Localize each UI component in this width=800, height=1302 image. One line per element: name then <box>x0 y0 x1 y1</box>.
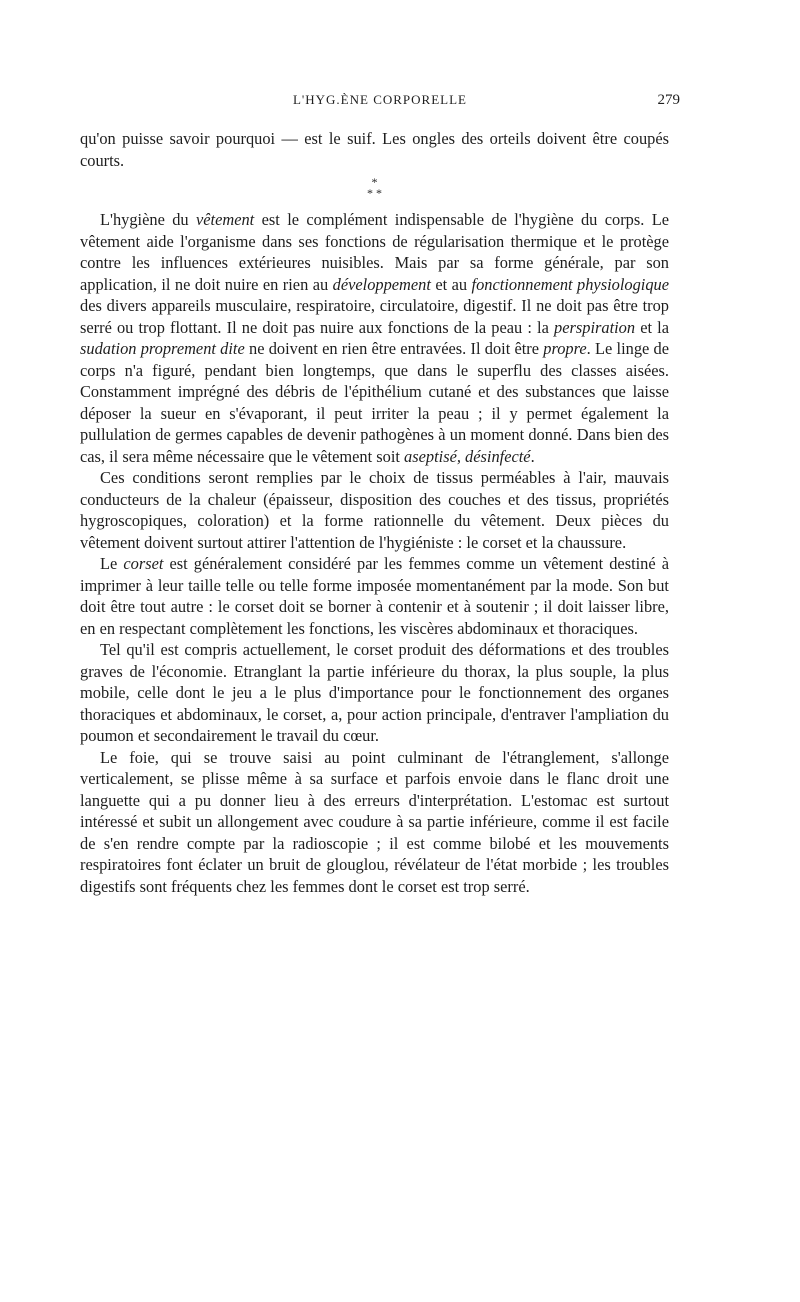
paragraph-deformations: Tel qu'il est compris actuellement, le corset produit des déformations et des troubles graves de l'économie. Etranglant la partie inférieure du thorax, la plus souple, la plus mobile, celle dont le jeu a le plus d'importance pour le fonctionnement des organes thoraciques et abdominaux, le corset, a, pour action principale, d'entraver l'ampliation du poumon et secondairement le travail du cœur. <box>80 640 669 745</box>
italic-term: aseptisé, désinfecté <box>404 446 531 466</box>
italic-term: sudation proprement dite <box>80 339 245 358</box>
paragraph-foie: Le foie, qui se trouve saisi au point culminant de l'étranglement, s'allonge verticalement, se plisse même à sa surface et parfois envoie dans le flanc droit une languette qui a pu donner lieu à des erreurs d'interprétation. L'estomac est surtout intéressé et subit un allongement avec coudure à sa partie inférieure, comme il est facile de s'en rendre compte par la radioscopie ; il est comme bilobé et les mouvements respiratoires font éclater un bruit de glouglou, révélateur de l'état morbide ; les troubles digestifs sont fréquents chez les femmes dont le corset est trop serré. <box>80 747 669 896</box>
asterism-top: * <box>371 175 378 189</box>
paragraph-conditions: Ces conditions seront remplies par le choix de tissus perméables à l'air, mauvais conducteurs de la chaleur (épaisseur, disposition des couches et des tissus, propriétés hygroscopiques, coloration) et la forme rationnelle du vêtement. Deux pièces du vêtement doivent surtout attirer l'attention de l'hygiéniste : le corset et la chaussure. <box>80 468 669 552</box>
text-run: et au <box>430 274 472 294</box>
text-run: . Le linge de corps n'a figuré, pendant bien longtemps, que dans le superflu des classes aisées. Constamment imprégné des débris de l'épithélium cutané et des substances que laisse déposer la sueur en s'évaporant, il peut irriter la peau ; il y permet également la pullulation de germes capables de devenir pathogènes à un moment donné. Dans bien des cas, il sera même nécessaire que le vêtement soit <box>80 339 669 466</box>
italic-term: fonctionnement physiologique <box>471 274 669 294</box>
paragraph-vetement <box>80 209 669 467</box>
text-run: Le <box>100 554 124 573</box>
text-run: . <box>530 446 535 466</box>
paragraph-corset <box>80 553 669 639</box>
text-run: ne doivent en rien être entravées. Il doit être <box>244 339 544 358</box>
page-header <box>80 92 680 116</box>
italic-term: vêtement <box>196 210 255 229</box>
text-run: est le complément indispensable de l'hygiène du corps. Le vêtement aide l'organisme dans ses fonctions de régularisation thermique et le protège contre les influences extérieures nuisibles. Mais par sa forme générale, par son application, il ne doit nuire en rien au <box>80 210 670 294</box>
asterism-bottom: * * <box>367 186 382 200</box>
running-title: L'HYG.ÈNE CORPORELLE <box>292 92 467 107</box>
italic-term: corset <box>123 554 164 573</box>
italic-term: perspiration <box>554 317 636 337</box>
text-run: L'hygiène du <box>100 210 196 229</box>
text-run: est généralement considéré par les femmes comme un vêtement destiné à imprimer à leur taille telle ou telle forme imposée momentanément par la mode. Son but doit être tout autre : le corset doit se borner à contenir et à soutenir ; il doit laisser libre, en en respectant complètement les fonctions, les viscères abdominaux et thoraciques. <box>80 554 669 638</box>
italic-term: propre <box>543 339 587 358</box>
text-run: et la <box>635 317 670 337</box>
italic-term: développement <box>332 274 431 294</box>
section-asterism <box>80 177 669 199</box>
page-number: 279 <box>657 92 680 108</box>
body-text <box>80 128 669 897</box>
paragraph-continuation: qu'on puisse savoir pourquoi — est le suif. Les ongles des orteils doivent être coupés courts. <box>80 129 669 170</box>
text-run: des divers appareils musculaire, respiratoire, circulatoire, digestif. Il ne doit pas être trop serré ou trop flottant. Il ne doit pas nuire aux fonctions de la peau : la <box>80 296 669 337</box>
